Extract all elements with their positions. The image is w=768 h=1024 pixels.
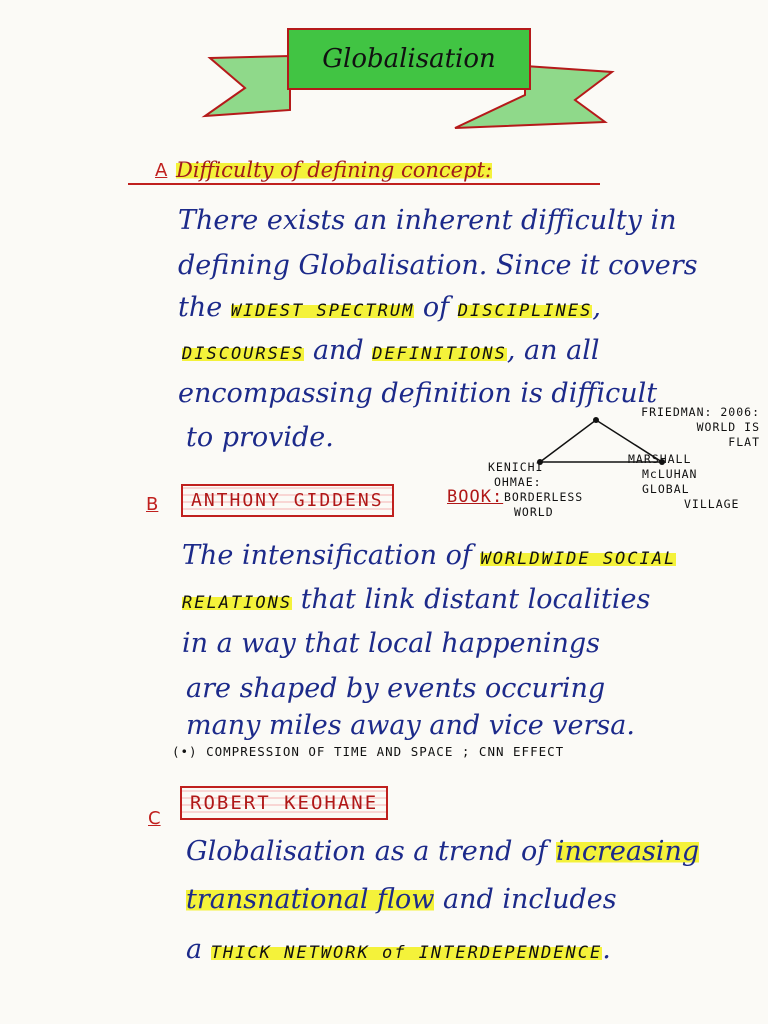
section-c-letter: C — [148, 808, 161, 829]
section-c-line-2: transnational flow and includes — [186, 884, 617, 915]
highlight-widest-spectrum: WIDEST SPECTRUM — [230, 301, 415, 321]
section-a-line-4: DISCOURSES and DEFINITIONS, an all — [182, 335, 600, 366]
section-b-line-4: are shaped by events occuring — [186, 673, 606, 704]
highlight-thick-network: THICK NETWORK of INTERDEPENDENCE — [210, 943, 603, 963]
section-a-line-6: to provide. — [186, 422, 334, 453]
highlight-disciplines: DISCIPLINES — [457, 301, 593, 321]
section-c-author-box: ROBERT KEOHANE — [180, 786, 388, 820]
section-a-underline — [128, 183, 600, 185]
diagram-friedman: FRIEDMAN: 2006: WORLD IS FLAT — [641, 405, 760, 449]
highlight-transnational-flow: transnational flow — [186, 884, 435, 915]
section-b-line-2: RELATIONS that link distant localities — [182, 584, 651, 615]
section-a-line-1: There exists an inherent difficulty in — [178, 205, 677, 236]
section-a-line-5: encompassing definition is difficult — [178, 378, 658, 409]
section-b-line-3: in a way that local happenings — [182, 628, 601, 659]
section-c-line-3: a THICK NETWORK of INTERDEPENDENCE. — [186, 934, 611, 965]
section-a-line-2: defining Globalisation. Since it covers — [178, 250, 698, 281]
section-a-heading: Difficulty of defining concept: — [176, 158, 493, 182]
section-b-line-1: The intensification of WORLDWIDE SOCIAL — [182, 540, 677, 571]
section-b-letter: B — [146, 494, 159, 515]
section-b-line-5: many miles away and vice versa. — [186, 710, 635, 741]
diagram-kenichi-ohmae: KENICHI OHMAE: BORDERLESS WORLD — [488, 460, 584, 519]
highlight-worldwide-social: WORLDWIDE SOCIAL — [480, 549, 677, 569]
highlight-definitions: DEFINITIONS — [372, 344, 507, 364]
section-a-letter: A — [155, 160, 168, 181]
highlight-discourses: DISCOURSES — [182, 344, 305, 364]
section-c-line-1: Globalisation as a trend of increasing — [186, 836, 700, 867]
page-title: Globalisation — [287, 28, 531, 90]
section-b-book-label: BOOK: — [447, 487, 504, 507]
section-b-author-box: ANTHONY GIDDENS — [181, 484, 394, 517]
highlight-relations: RELATIONS — [182, 593, 293, 613]
highlight-increasing: increasing — [555, 836, 700, 867]
section-a-line-3: the WIDEST SPECTRUM of DISCIPLINES, — [178, 292, 601, 323]
section-b-note: (•) COMPRESSION OF TIME AND SPACE ; CNN EFFECT — [172, 744, 565, 759]
diagram-marshall-mcluhan: MARSHALL McLUHAN GLOBAL VILLAGE — [628, 452, 740, 511]
